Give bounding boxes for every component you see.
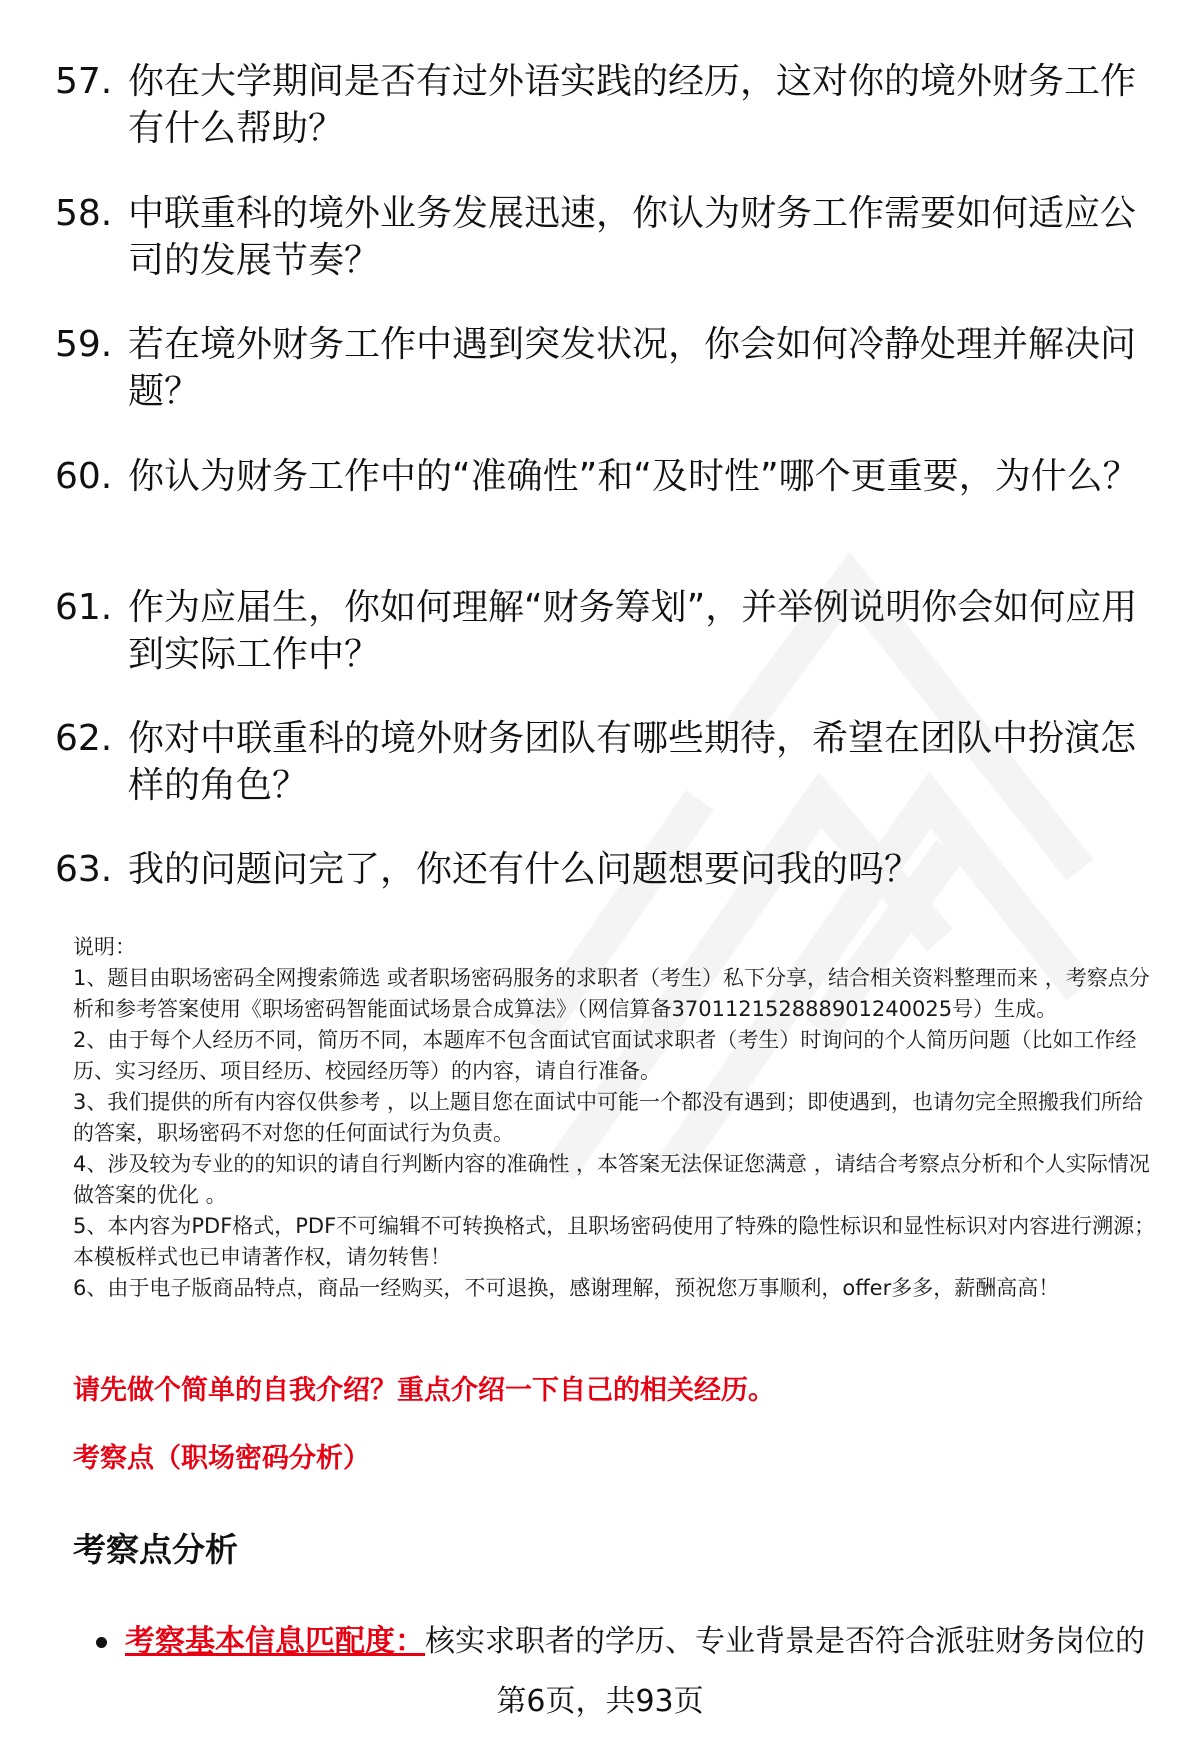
interview-question-title: 请先做个简单的自我介绍？重点介绍一下自己的相关经历。 [73,1375,775,1406]
page-number: 第6页，共93页 [496,1684,704,1719]
question-58 [55,190,1145,284]
notes-block [73,932,1163,1304]
bullet-text: 核实求职者的学历、专业背景是否符合派驻财务岗位的 [425,1624,1145,1659]
question-61 [55,584,1145,678]
question-number: 59. [55,324,113,365]
question-57 [55,58,1145,152]
bullet-label: 考察基本信息匹配度： [125,1624,425,1659]
question-number: 63. [55,849,113,890]
analysis-heading: 考察点分析 [73,1530,238,1569]
question-60 [55,453,1145,500]
question-text: 若在境外财务工作中遇到突发状况，你会如何冷静处理并解决问题？ [128,324,1137,412]
note-item: 5、本内容为PDF格式，PDF不可编辑不可转换格式，且职场密码使用了特殊的隐性标识和显性标识对内容进行溯源；本模板样式也已申请著作权，请勿转售！ [73,1214,1156,1269]
question-text: 作为应届生，你如何理解“财务筹划”，并举例说明你会如何应用到实际工作中？ [128,587,1138,675]
note-item: 2、由于每个人经历不同，简历不同，本题库不包含面试官面试求职者（考生）时询问的个人简历问题（比如工作经历、实习经历、项目经历、校园经历等）的内容，请自行准备。 [73,1028,1137,1083]
note-item: 3、我们提供的所有内容仅供参考 ，以上题目您在面试中可能一个都没有遇到；即使遇到，也请勿完全照搬我们所给的答案，职场密码不对您的任何面试行为负责。 [73,1090,1144,1145]
notes-heading: 说明： [73,935,136,959]
question-text: 你在大学期间是否有过外语实践的经历，这对你的境外财务工作有什么帮助？ [128,61,1137,149]
note-item: 1、题目由职场密码全网搜索筛选 或者职场密码服务的求职者（考生）私下分享，结合相关资料整理而来 ，考察点分析和参考答案使用《职场密码智能面试场景合成算法》（网信算备370112152888901240025号）生成。 [73,966,1150,1021]
note-item: 4、涉及较为专业的的知识的请自行判断内容的准确性 ，本答案无法保证您满意 ，请结合考察点分析和个人实际情况做答案的优化 。 [73,1152,1150,1207]
question-number: 61. [55,587,113,628]
analysis-bullet [96,1620,1176,1664]
question-63 [55,846,1145,893]
question-62 [55,715,1145,809]
question-number: 60. [55,456,113,497]
question-text: 中联重科的境外业务发展迅速，你认为财务工作需要如何适应公司的发展节奏？ [128,193,1137,281]
question-59 [55,321,1145,415]
question-text: 我的问题问完了，你还有什么问题想要问我的吗？ [128,849,921,890]
bullet-dot-icon [96,1637,107,1648]
assessment-subtitle: 考察点（职场密码分析） [73,1443,370,1474]
question-text: 你认为财务工作中的“准确性”和“及时性”哪个更重要，为什么？ [128,456,1139,497]
question-number: 62. [55,718,113,759]
question-text: 你对中联重科的境外财务团队有哪些期待，希望在团队中扮演怎样的角色？ [128,718,1137,806]
note-item: 6、由于电子版商品特点，商品一经购买，不可退换，感谢理解，预祝您万事顺利，offer多多，薪酬高高！ [73,1276,1060,1300]
question-number: 58. [55,193,113,234]
question-number: 57. [55,61,113,102]
